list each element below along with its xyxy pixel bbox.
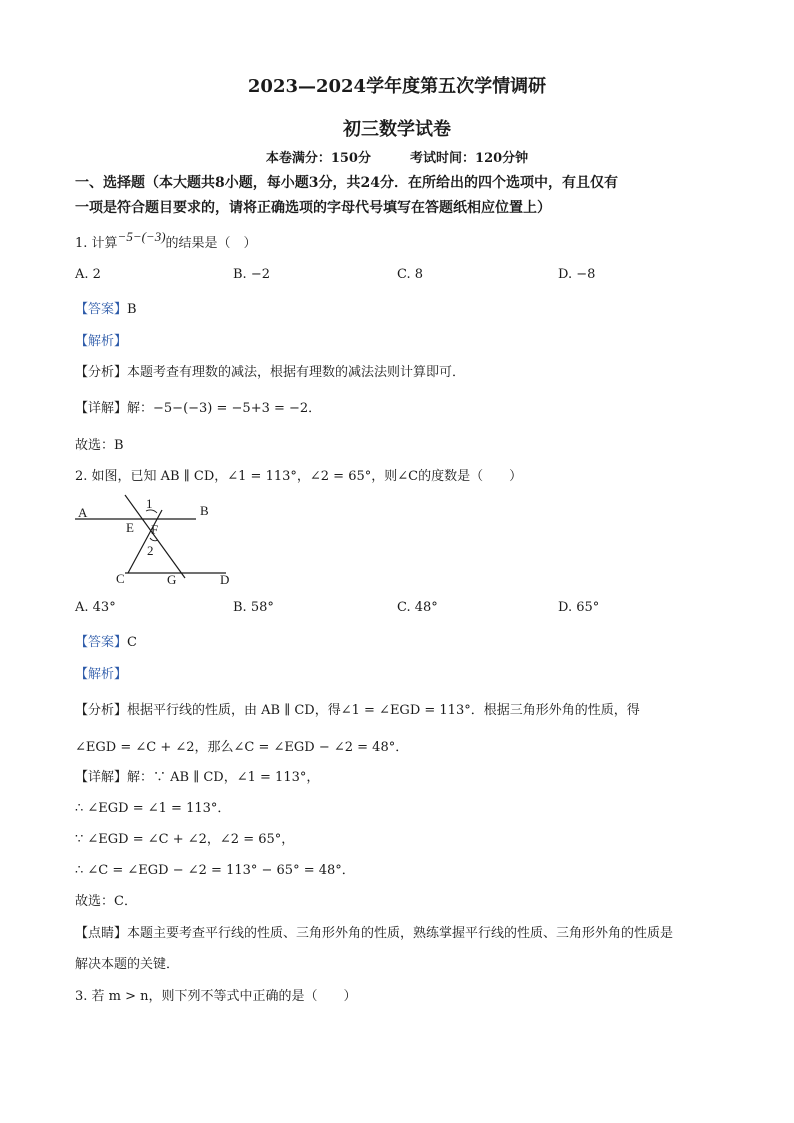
q1-fenxi-tag: 【分析】 [75,365,128,380]
q1-choice: 故选：B [75,438,124,453]
q1-analysis-tag: 【解析】 [75,334,128,349]
q1-detail-text: 解：−5−(−3) = −5+3 = −2． [127,401,322,416]
q1-fenxi-text: 本题考查有理数的减法，根据有理数的减法法则计算即可． [127,365,466,380]
q2-detail-text1: 解：∵ AB ∥ CD，∠1 = 113°， [127,770,320,785]
q1-stem-prefix: 1. 计算 [75,236,118,251]
label-b: B [200,503,209,518]
q2-option-c: C. 48° [397,600,438,615]
q2-dianjing-tag: 【点睛】 [75,926,128,941]
q2-detail-line1 [75,766,319,785]
q1-option-a: A. 2 [75,267,101,282]
q2-fenxi-line2: ∠EGD = ∠C + ∠2，那么∠C = ∠EGD − ∠2 = 48°． [75,740,409,755]
label-c: C [116,571,125,586]
q1-answer-value: B [127,302,137,317]
q1-detail-tag: 【详解】 [75,401,128,416]
q2-fenxi-tag: 【分析】 [75,703,128,718]
label-a: A [78,505,88,520]
label-f: F [151,522,159,537]
full-score: 本卷满分：150分 [265,151,371,166]
q2-fenxi-text1: 根据平行线的性质，由 AB ∥ CD，得∠1 = ∠EGD = 113°．根据三角形外角的性质，得 [127,703,640,718]
q2-choice: 故选：C． [75,894,137,909]
q2-answer-value: C [127,635,137,650]
label-d: D [220,572,230,587]
exam-subtitle: 初三数学试卷 [343,119,451,140]
label-angle-1: 1 [146,496,153,511]
q2-answer-tag: 【答案】 [75,635,128,650]
q1-stem [75,229,257,251]
q2-option-b: B. 58° [233,600,274,615]
q1-answer [75,298,137,317]
section-heading-line1: 一、选择题（本大题共8小题，每小题3分，共24分．在所给出的四个选项中，有且仅有 [75,175,618,191]
q2-fenxi-line1 [75,699,640,718]
q1-stem-suffix: 的结果是（ ） [165,236,257,251]
q2-detail-line3: ∵ ∠EGD = ∠C + ∠2，∠2 = 65°， [75,832,295,847]
exam-title: 2023—2024学年度第五次学情调研 [247,76,547,97]
label-angle-2: 2 [147,543,154,558]
q2-analysis-tag: 【解析】 [75,667,128,682]
q1-detail [75,397,321,416]
section-heading-line2: 一项是符合题目要求的，请将正确选项的字母代号填写在答题纸相应位置上） [75,200,551,216]
q1-answer-tag: 【答案】 [75,302,128,317]
exam-time: 考试时间：120分钟 [410,151,529,166]
q2-detail-line2: ∴ ∠EGD = ∠1 = 113°． [75,801,231,816]
label-e: E [126,520,134,535]
label-g: G [167,572,177,587]
q2-option-a: A. 43° [75,600,116,615]
q2-dianjing-text1: 本题主要考查平行线的性质、三角形外角的性质，熟练掌握平行线的性质、三角形外角的性质是 [127,926,674,941]
q3-stem: 3. 若 m > n，则下列不等式中正确的是（ ） [75,989,357,1004]
q2-dianjing-line1 [75,922,673,941]
q1-fenxi [75,361,465,380]
q2-answer [75,631,137,650]
exam-meta [0,147,794,166]
q1-stem-math: −5−(−3) [117,229,166,244]
q1-option-d: D. −8 [558,267,596,282]
q2-option-d: D. 65° [558,600,600,615]
q1-option-b: B. −2 [233,267,270,282]
q2-stem: 2. 如图，已知 AB ∥ CD，∠1 = 113°，∠2 = 65°，则∠C的度数是（ ） [75,469,523,484]
q2-detail-tag: 【详解】 [75,770,128,785]
q2-geometry-figure [70,490,245,590]
q2-dianjing-line2: 解决本题的关键． [75,957,180,972]
q1-option-c: C. 8 [397,267,424,282]
q2-detail-line4: ∴ ∠C = ∠EGD − ∠2 = 113° − 65° = 48°． [75,863,355,878]
